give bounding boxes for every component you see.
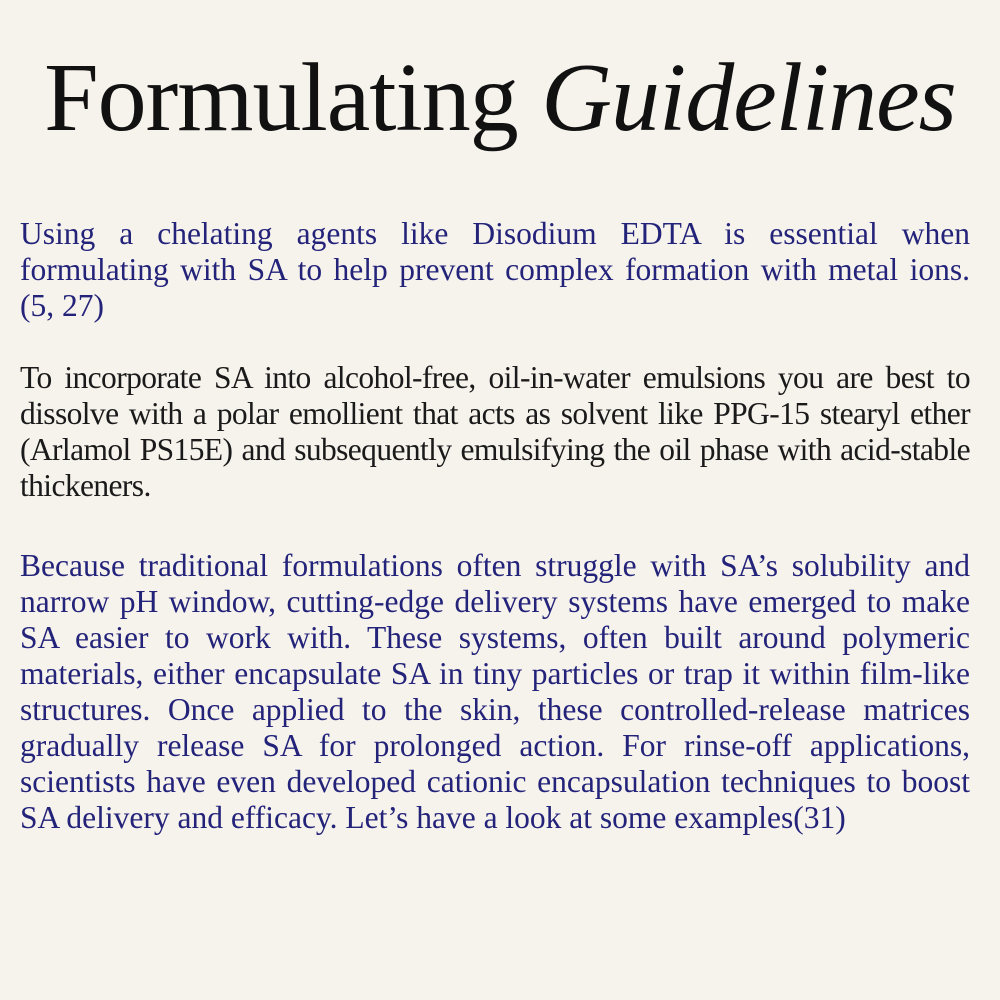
paragraph-emulsions: To incorporate SA into alcohol-free, oil-in-water emulsions you are best to dissolve with a polar emollient that acts as solvent like PPG-15 stearyl ether (Arlamol PS15E) and subsequently emulsifying the oil phase with acid-stable thickeners.: [20, 360, 970, 503]
paragraph-delivery-systems: Because traditional formulations often struggle with SA’s solubility and narrow pH window, cutting-edge delivery systems have emerged to make SA easier to work with. These systems, often built around polymeric materials, either encapsulate SA in tiny particles or trap it within film-like structures. Once applied to the skin, these controlled-release matrices gradually release SA for prolonged action. For rinse-off applications, scientists have even developed cationic encapsulation techniques to boost SA delivery and efficacy. Let’s have a look at some examples(31): [20, 548, 970, 835]
title-italic: Guidelines: [541, 44, 956, 152]
title-regular: Formulating: [44, 44, 518, 152]
page-title: [0, 38, 1000, 158]
paragraph-chelating-agents: Using a chelating agents like Disodium EDTA is essential when formulating with SA to help prevent complex formation with metal ions. (5, 27): [20, 216, 970, 323]
